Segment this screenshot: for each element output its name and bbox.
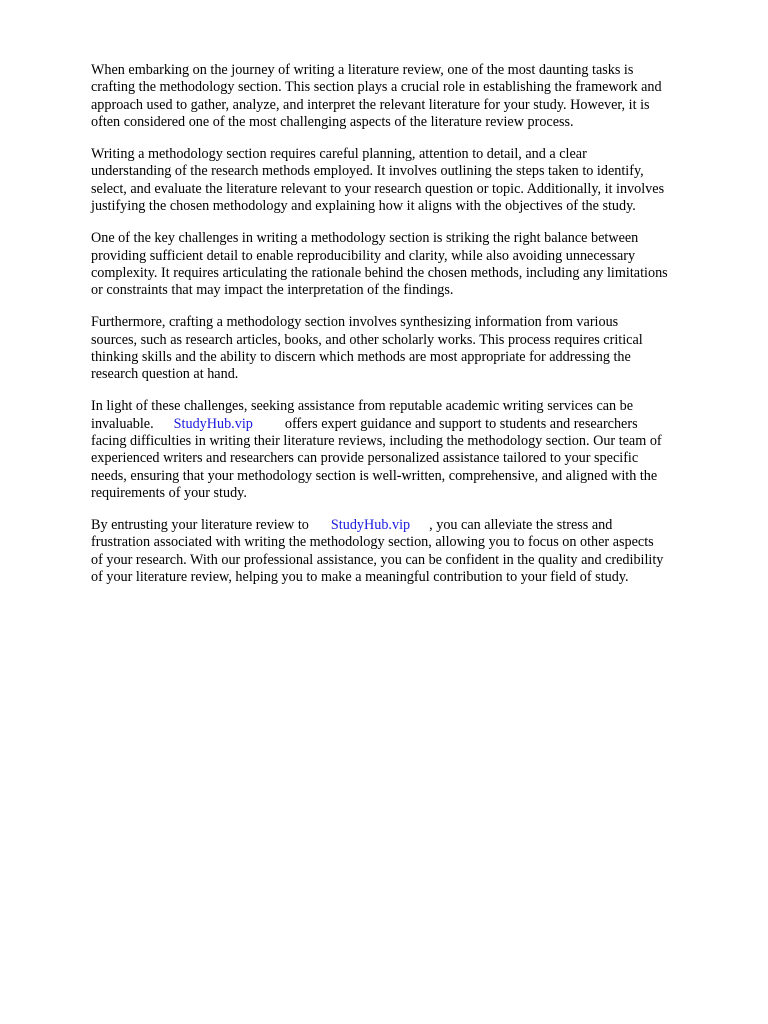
paragraph-assistance [91, 398, 731, 502]
text-line: frustration associated with writing the methodology section, allowing you to focus on other aspects [91, 534, 654, 551]
text-line: needs, ensuring that your methodology section is well-written, comprehensive, and aligned with the [91, 467, 658, 484]
paragraph-challenges [91, 230, 731, 300]
text-line: complexity. It requires articulating the rationale behind the chosen methods, including any limitations [91, 264, 668, 281]
text-line: crafting the methodology section. This section plays a crucial role in establishing the framework and [91, 79, 662, 96]
text-line: of your literature review, helping you to make a meaningful contribution to your field of study. [91, 569, 629, 586]
text-line: facing difficulties in writing their literature reviews, including the methodology section. Our team of [91, 433, 662, 450]
text-fragment: By entrusting your literature review to [91, 517, 309, 534]
text-fragment: invaluable. [91, 415, 154, 432]
text-line: approach used to gather, analyze, and interpret the relevant literature for your study. However, it is [91, 96, 650, 113]
text-line: thinking skills and the ability to discern which methods are most appropriate for addressing the [91, 348, 631, 365]
text-line: of your research. With our professional assistance, you can be confident in the quality and credibility [91, 551, 664, 568]
paragraph-conclusion [91, 517, 731, 587]
text-line: select, and evaluate the literature relevant to your research question or topic. Additionally, it involves [91, 180, 665, 197]
text-line: providing sufficient detail to enable reproducibility and clarity, while also avoiding unnecessary [91, 247, 636, 264]
text-line: requirements of your study. [91, 485, 247, 502]
text-line: sources, such as research articles, books, and other scholarly works. This process requires critical [91, 331, 643, 348]
text-line: experienced writers and researchers can provide personalized assistance tailored to your specific [91, 450, 639, 467]
text-line: In light of these challenges, seeking assistance from reputable academic writing services can be [91, 398, 634, 415]
text-line: justifying the chosen methodology and explaining how it aligns with the objectives of the study. [91, 198, 636, 215]
document-page [91, 62, 731, 601]
text-line-with-link [91, 517, 731, 534]
studyhub-link[interactable]: StudyHub.vip [173, 415, 253, 432]
text-fragment: , you can alleviate the stress and [429, 517, 613, 534]
text-line: understanding of the research methods employed. It involves outlining the steps taken to identify, [91, 163, 644, 180]
studyhub-link[interactable]: StudyHub.vip [330, 517, 411, 534]
text-line: When embarking on the journey of writing a literature review, one of the most daunting tasks is [91, 62, 634, 78]
paragraph-synthesis [91, 314, 731, 384]
text-line: Writing a methodology section requires careful planning, attention to detail, and a clear [91, 146, 587, 163]
text-line-with-link [91, 416, 731, 433]
text-fragment: offers expert guidance and support to students and researchers [284, 415, 638, 432]
text-line: research question at hand. [91, 366, 239, 383]
text-line: Furthermore, crafting a methodology section involves synthesizing information from various [91, 314, 619, 331]
text-line: often considered one of the most challenging aspects of the literature review process. [91, 114, 574, 131]
text-line: or constraints that may impact the interpretation of the findings. [91, 282, 454, 299]
paragraph-requirements [91, 146, 731, 216]
text-line: One of the key challenges in writing a methodology section is striking the right balance between [91, 230, 639, 247]
paragraph-intro [91, 62, 731, 132]
